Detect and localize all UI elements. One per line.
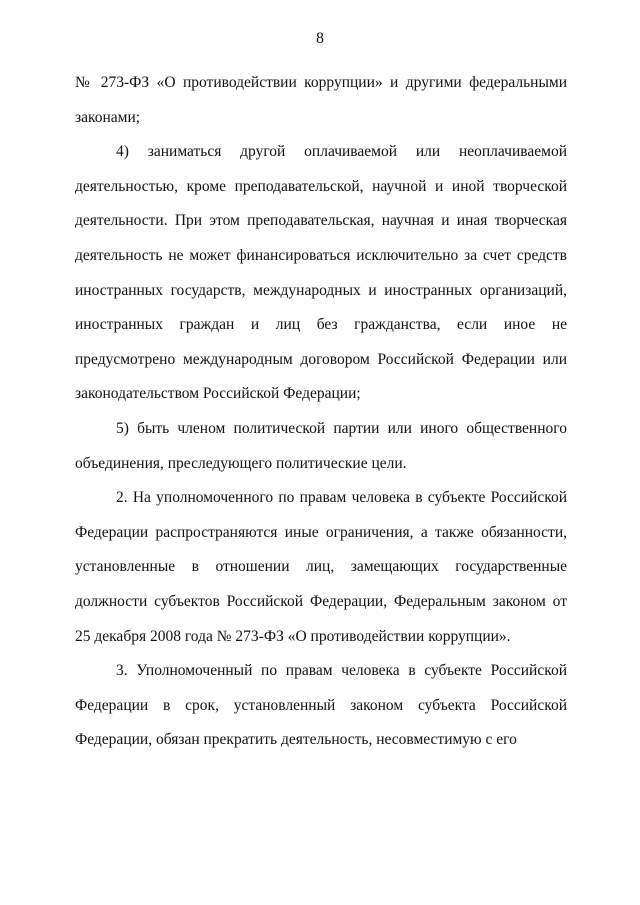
paragraph-part-3: 3. Уполномоченный по правам человека в субъекте Российской Федерации в срок, установленный законом субъекта Российской Федерации, обязан прекратить деятельность, несовместимую с его xyxy=(75,662,567,749)
paragraph-part-2: 2. На уполномоченного по правам человека в субъекте Российской Федерации распространяются иные ограничения, а также обязанности, установленные в отношении лиц, замещающих государственные должности субъектов Российской Федерации, Федеральным законом от 25 декабря 2008 года № 273-ФЗ «О противодействии коррупции». xyxy=(75,489,567,645)
document-body xyxy=(75,66,567,758)
paragraph-item-4: 4) заниматься другой оплачиваемой или неоплачиваемой деятельностью, кроме преподавательской, научной и иной творческой деятельности. При этом преподавательская, научная и иная творческая деятельность не может финансироваться исключительно за счет средств иностранных государств, международных и иностранных организаций, иностранных граждан и лиц без гражданства, если иное не предусмотрено международным договором Российской Федерации или законодательством Российской Федерации; xyxy=(75,143,567,403)
paragraph-item-5: 5) быть членом политической партии или иного общественного объединения, преследующего политические цели. xyxy=(75,419,567,472)
paragraph-continuation: № 273-ФЗ «О противодействии коррупции» и другими федеральными законами; xyxy=(75,74,567,126)
page-number: 8 xyxy=(316,30,324,47)
